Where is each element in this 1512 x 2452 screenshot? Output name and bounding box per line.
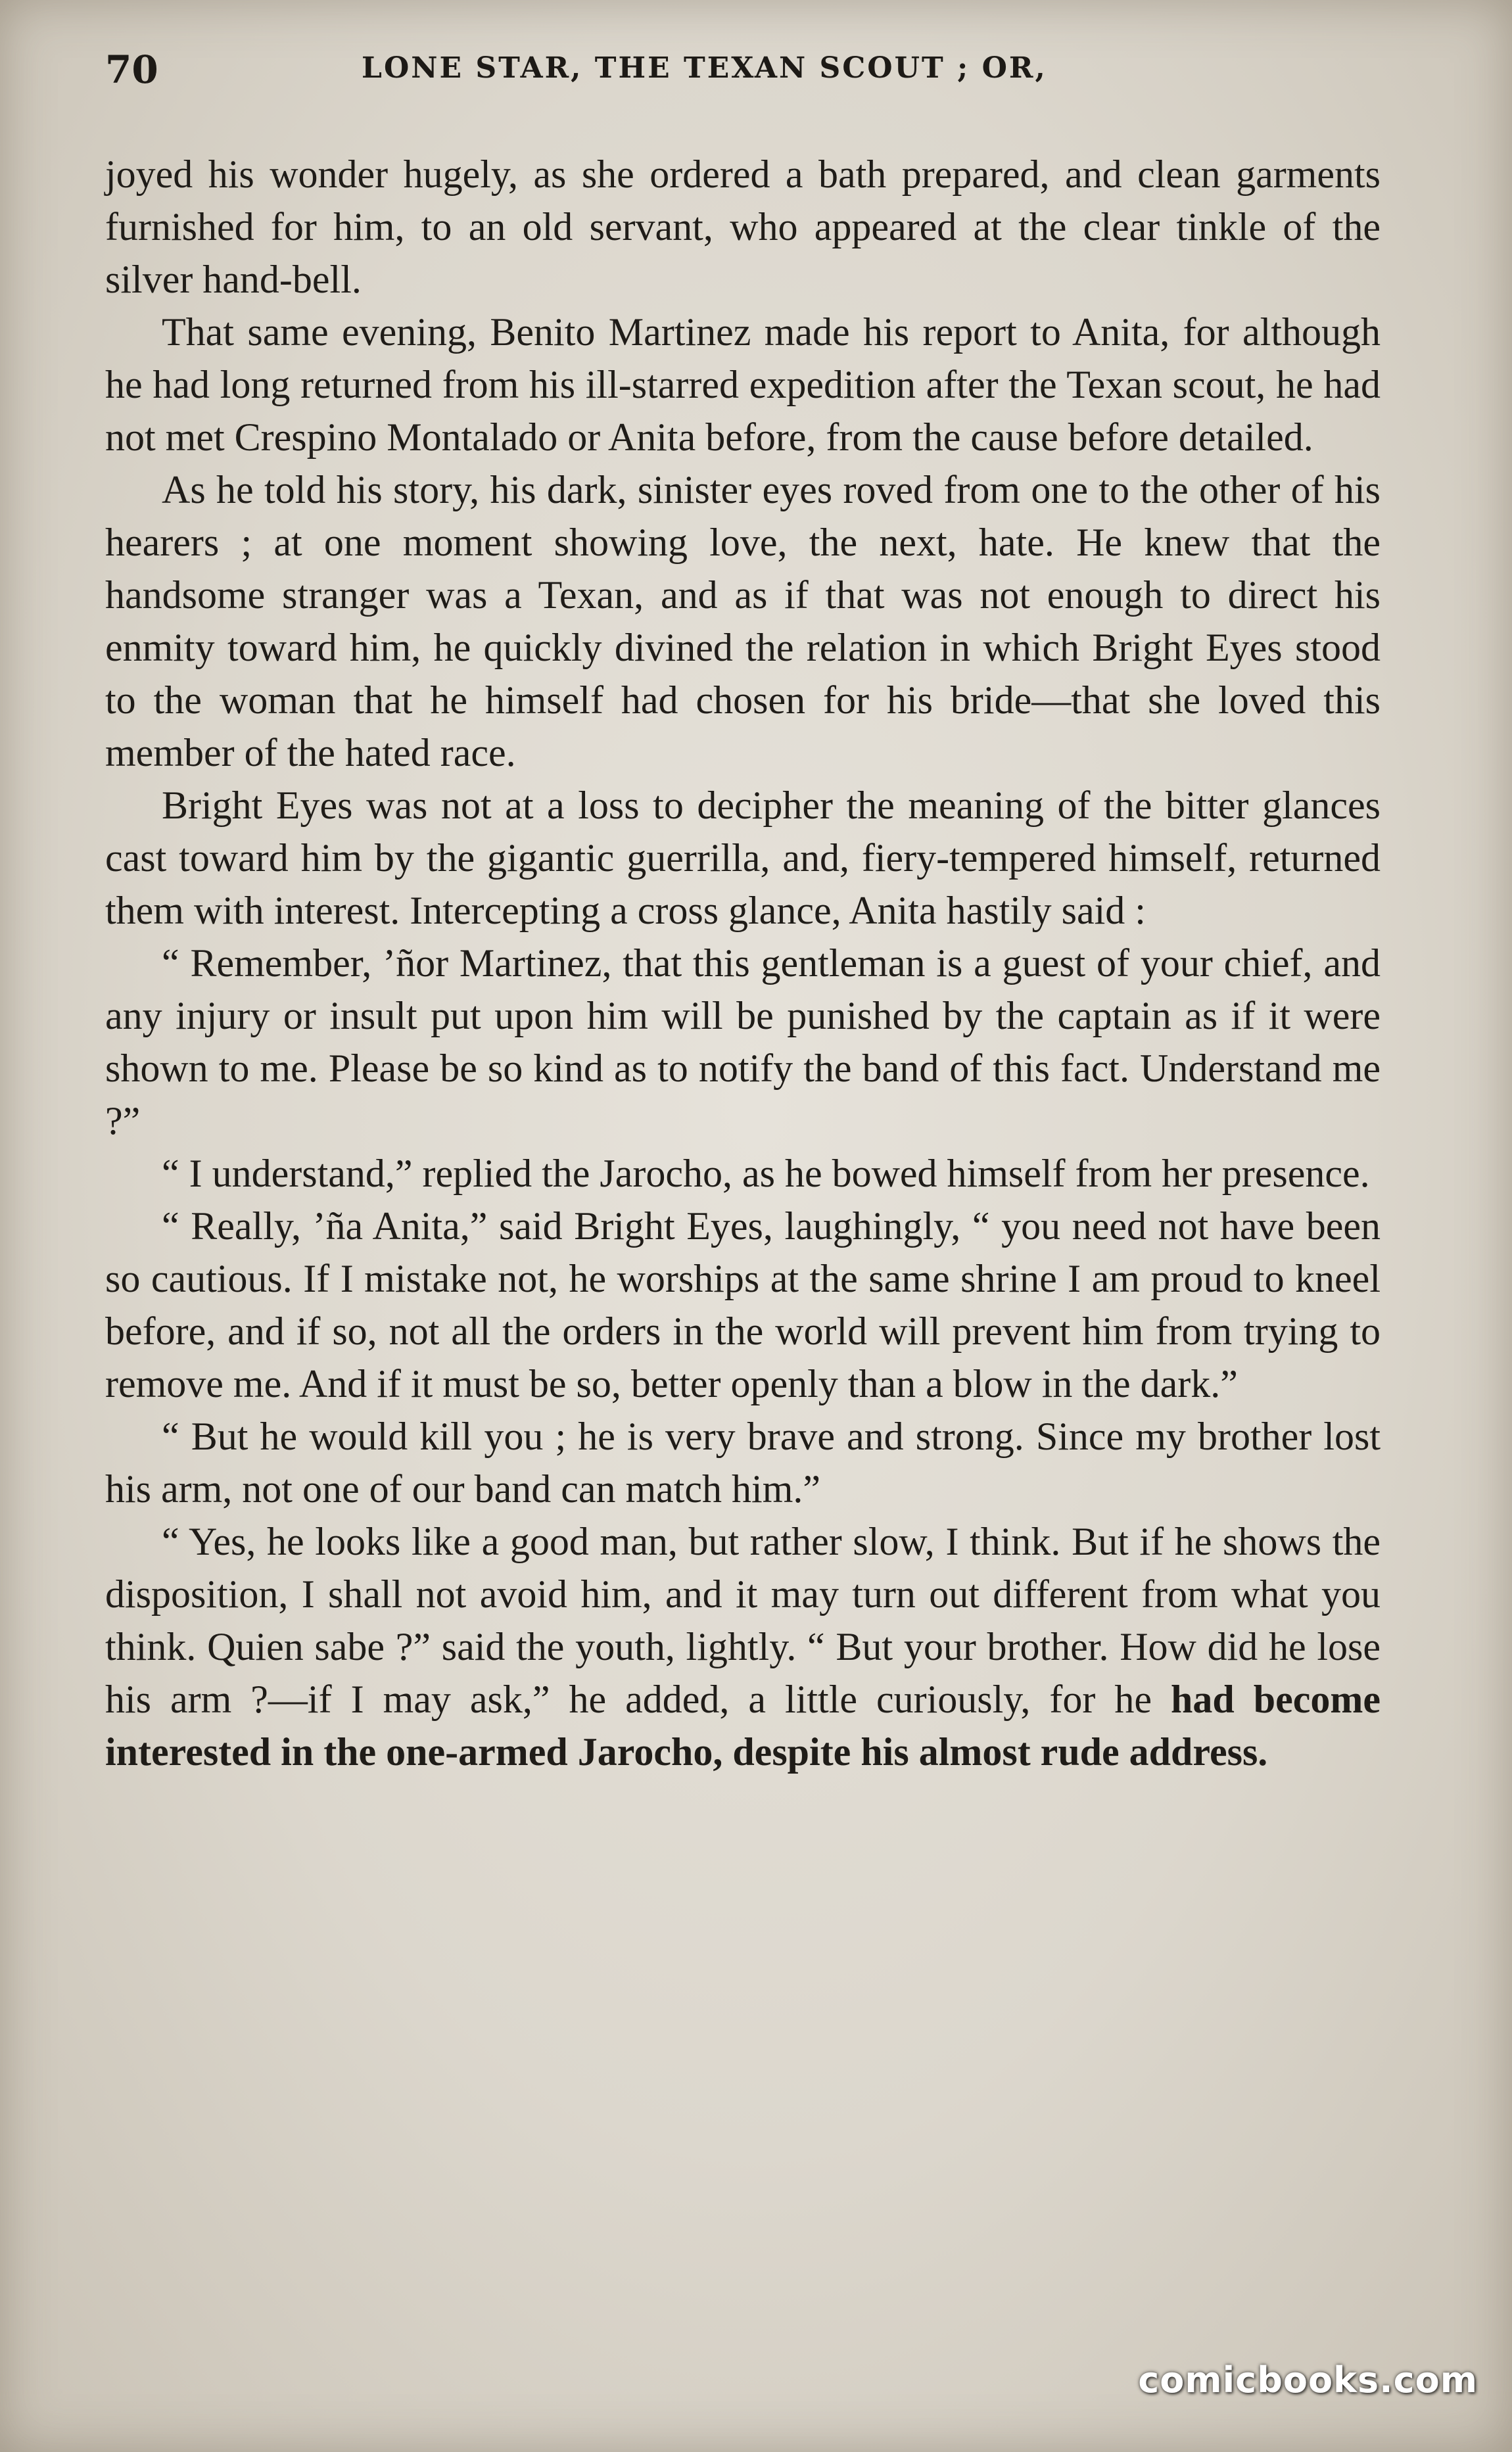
paragraph-last-bold: had become interested in the one-armed Jarocho, despite his almost rude address. [105, 1678, 1381, 1774]
watermark: comicbooks.com [1138, 2359, 1478, 2401]
paragraph-last [105, 1515, 1381, 1778]
paragraph: “ Really, ’ña Anita,” said Bright Eyes, laughingly, “ you need not have been so cautious. If I mistake not, he worships at the same shrine I am proud to kneel before, and if so, not all the orders in the world will prevent him from trying to remove me. And if it must be so, better openly than a blow in the dark.” [105, 1204, 1381, 1405]
paragraph-last-text: “ Yes, he looks like a good man, but rather slow, I think. But if he shows the disposition, I shall not avoid him, and it may turn out different from what you think. Quien sabe ?” said the youth, lightly. “ But your brother. How did he lose his arm ?—if I may ask,” he added, a little curiously, for he [105, 1520, 1381, 1721]
paragraph: “ But he would kill you ; he is very brave and strong. Since my brother lost his arm, not one of our band can match him.” [105, 1415, 1381, 1511]
paragraph: “ Remember, ’ñor Martinez, that this gentleman is a guest of your chief, and any injury or insult put upon him will be punished by the captain as if it were shown to me. Please be so kind as to notify the band of this fact. Understand me ?” [105, 941, 1381, 1143]
page-header [105, 47, 1381, 100]
body-text [105, 148, 1381, 1778]
paragraph: Bright Eyes was not at a loss to decipher the meaning of the bitter glances cast toward him by the gigantic guerrilla, and, fiery-tempered himself, returned them with interest. Intercepting a cross glance, Anita hastily said : [105, 784, 1381, 932]
paragraph: joyed his wonder hugely, as she ordered a bath prepared, and clean garments furnished for him, to an old servant, who appeared at the clear tinkle of the silver hand-bell. [105, 153, 1381, 301]
paragraph: “ I understand,” replied the Jarocho, as he bowed himself from her presence. [162, 1152, 1370, 1195]
paragraph: That same evening, Benito Martinez made his report to Anita, for although he had long returned from his ill-starred expedition after the Texan scout, he had not met Crespino Montalado or Anita before, from the cause before detailed. [105, 310, 1381, 459]
running-head: LONE STAR, THE TEXAN SCOUT ; OR, [362, 51, 1047, 85]
page-number: 70 [105, 47, 158, 92]
paragraph: As he told his story, his dark, sinister eyes roved from one to the other of his hearers ; at one moment showing love, the next, hate. He knew that the handsome stranger was a Texan, and as if that was not enough to direct his enmity toward him, he quickly divined the relation in which Bright Eyes stood to the woman that he himself had chosen for his bride—that she loved this member of the hated race. [105, 468, 1381, 774]
